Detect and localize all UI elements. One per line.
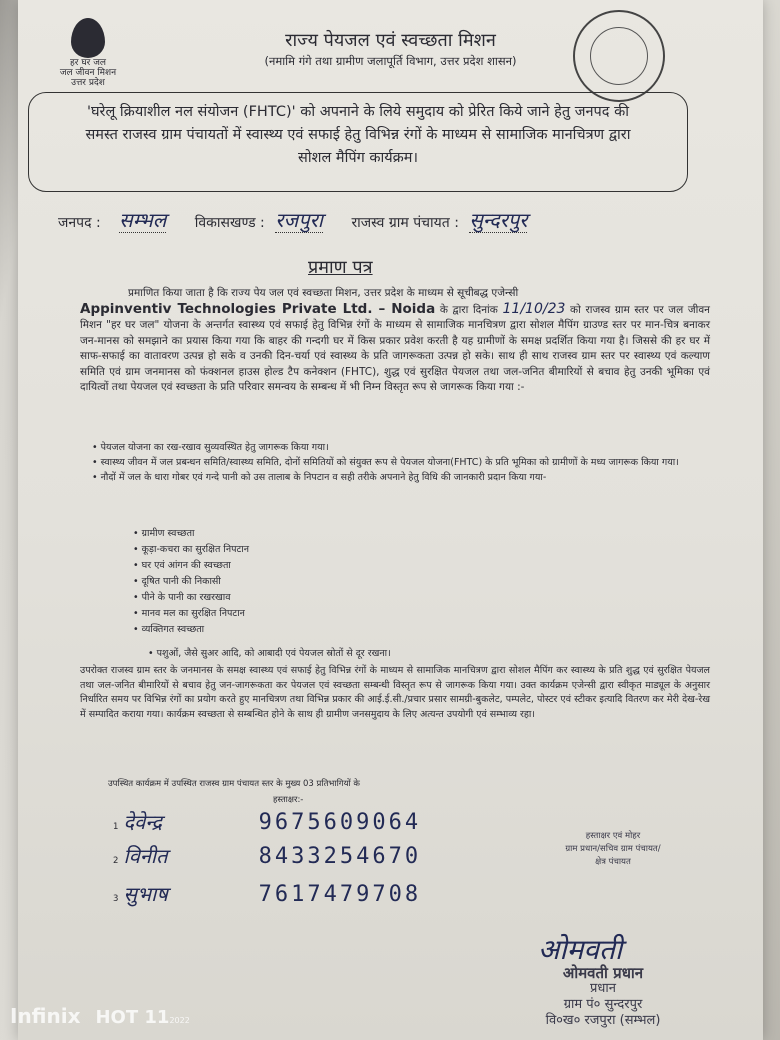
camera-watermark: Infinix HOT 112022: [10, 1004, 190, 1028]
participant-phone: 8433254670: [258, 844, 422, 869]
list-item: • कूड़ा-कचरा का सुरक्षित निपटान: [133, 542, 249, 558]
bullet-3: • नौदों में जल के धारा गोबर एवं गन्दे पानी को उस तालाब के निपटान व सही तरीके अपनाने हेतु विधि की जानकारी प्रदान किया गया-: [92, 472, 547, 483]
participants-sig-label: हस्ताक्षर:-: [273, 795, 304, 805]
block-value: रजपुरा: [275, 208, 323, 232]
list-item: • दूषित पानी की निकासी: [133, 574, 249, 590]
participant-name: सुभाष: [123, 882, 168, 906]
date-prefix: के द्वारा दिनांक: [439, 303, 498, 316]
header-title: राज्य पेयजल एवं स्वच्छता मिशन: [285, 30, 496, 51]
logo-text-3: उत्तर प्रदेश: [71, 78, 105, 88]
certificate-intro: [80, 286, 710, 396]
list-item: • ग्रामीण स्वच्छता: [133, 526, 249, 542]
bullet-list: [92, 440, 692, 485]
signatory-labels: हस्ताक्षर एवं मोहर ग्राम प्रधान/सचिव ग्राम पंचायत/ क्षेत्र पंचायत: [565, 831, 661, 867]
panchayat-label: राजस्व ग्राम पंचायत :: [351, 215, 459, 231]
header-subtitle: (नमामि गंगे तथा ग्रामीण जलापूर्ति विभाग, उत्तर प्रदेश शासन): [264, 54, 517, 68]
date-value: 11/10/23: [502, 300, 566, 317]
list-item: • घर एवं आंगन की स्वच्छता: [133, 558, 249, 574]
participant-row: 3 सुभाष 7617479708: [113, 882, 422, 907]
block-label: विकासखण्ड :: [194, 215, 265, 231]
participant-phone: 9675609064: [258, 810, 422, 835]
participant-name: विनीत: [123, 844, 168, 868]
participant-phone: 7617479708: [258, 882, 422, 907]
sanitation-list: [133, 526, 249, 638]
bullet-1: • पेयजल योजना का रख-रखाव सुव्यवस्थित हेतु जागरूक किया गया।: [92, 442, 329, 453]
district-label: जनपद :: [58, 215, 101, 231]
logo-text-1: हर घर जल: [70, 58, 106, 68]
bullet-2: • स्वास्थ्य जीवन में जल प्रबन्धन समिति/स्वास्थ्य समिति, दोनों समितियों को संयुक्त रूप से पेयजल योजना(FHTC) के प्रति भूमिका को ग्रामीणों के मध्य जागरूक किया गया।: [92, 457, 679, 468]
agency-name: Appinventiv Technologies Private Ltd. – Noida: [80, 300, 436, 317]
intro-agency-line: [80, 302, 710, 396]
list-item: • व्यक्तिगत स्वच्छता: [133, 622, 249, 638]
program-line-1: 'घरेलू क्रियाशील नल संयोजन (FHTC)' को अपनाने के लिये समुदाय को प्रेरित किये जाने हेतु जनपद की: [87, 104, 629, 120]
program-line-2: समस्त राजस्व ग्राम पंचायतों में स्वास्थ्य एवं सफाई हेतु विभिन्न रंगों के माध्यम से सामाजिक मानचित्रण द्वारा: [85, 127, 631, 143]
pradhan-stamp: ओमवती प्रधान प्रधान ग्राम पं० सुन्दरपुर वि०ख० रजपुरा (सम्भल): [545, 964, 661, 1028]
participant-name: देवेन्द्र: [123, 810, 163, 834]
participants-heading: उपस्थित कार्यक्रम में उपस्थित राजस्व ग्राम पंचायत स्तर के मुख्य 03 प्रतिभागियों के: [108, 779, 360, 789]
certificate-title: प्रमाण पत्र: [308, 257, 373, 278]
logo-text-2: जल जीवन मिशन: [59, 68, 117, 78]
document-page: [18, 0, 763, 1040]
participant-row: 2 विनीत 8433254670: [113, 844, 422, 869]
closing-paragraph: उपरोक्त राजस्व ग्राम स्तर के जनमानस के समक्ष स्वास्थ्य एवं सफाई हेतु विभिन्न रंगों के माध्यम से सामाजिक मानचित्रण द्वारा सोशल मैपिंग कर स्वास्थ्य के प्रति शुद्ध एवं सुरक्षित पेयजल तथा जल-जनित बीमारियों से बचाव हेतु जन-जागरूकता कर पेयजल एवं स्वच्छता सम्बन्धी विस्तृत रूप से जागरूक किया गया। उक्त कार्यक्रम एजेन्सी द्वारा स्वीकृत माड्यूल के अनुसार निर्धारित समय पर विभिन्न रंगों का प्रयोग करते हुए मानचित्रण तथा विभिन्न प्रकार की आई.ई.सी./प्रचार प्रसार सामग्री-बुकलेट, पम्पलेट, पोस्टर एवं स्टीकर इत्यादि वितरण कर मेरी देख-रेख में सम्पादित कराया गया। कार्यक्रम स्वच्छता से सम्बन्धित होने के साथ ही ग्रामीण जनसमुदाय के लिए अत्यन्त उपयोगी एवं सम्भाव्य रहा।: [80, 665, 710, 720]
participant-row: 1 देवेन्द्र 9675609064: [113, 810, 422, 835]
intro-rest: को राजस्व ग्राम स्तर पर जल जीवन मिशन "हर घर जल" योजना के अन्तर्गत स्वास्थ्य एवं सफाई हेतु विभिन्न रंगों के माध्यम से सामाजिक मानचित्रण द्वारा सोशल मैपिंग ग्राउण्ड स्तर पर मान-चित्र बनाकर जन-मानस को समझाने का प्रयास किया गया कि बाहर की गन्दगी घर में किस प्रकार प्रवेश करती है यह ग्रामीणों के समक्ष प्रदर्शित किया गया है। जिससे की हर घर में साफ-सफाई का वातावरण उत्पन्न हो सके व उनकी दिन-चर्या एवं स्वास्थ्य के प्रति जागरूकता उत्पन्न हो सके। साथ ही साथ राजस्व ग्राम स्तर पर स्वास्थ्य एवं कल्याण समिति एवं ग्राम जनमानस को फंक्शनल हाउस होल्ड टैप कनेक्शन (FHTC), शुद्ध एवं सुरक्षित पेयजल तथा जल-जनित बीमारियों से बचाव हेतु उनकी भूमिका एवं दायित्वों तथा पेयजल एवं स्वच्छता के प्रति परिवार समन्वय के सम्बन्ध में भी निम्न विस्तृत रूप से जागरूक किया गया :-: [80, 303, 710, 393]
list-item: • मानव मल का सुरक्षित निपटान: [133, 606, 249, 622]
program-title-box: [28, 92, 688, 192]
location-fields: [58, 206, 527, 233]
panchayat-value: सुन्दरपुर: [469, 208, 528, 232]
program-line-3: सोशल मैपिंग कार्यक्रम।: [298, 150, 418, 166]
district-value: सम्भल: [119, 208, 167, 232]
handwritten-signature: ओमवती: [538, 933, 623, 966]
animal-note: • पशुओं, जैसे सुअर आदि, को आबादी एवं पेयजल स्रोतों से दूर रखना।: [148, 648, 391, 659]
list-item: • पीने के पानी का रखरखाव: [133, 590, 249, 606]
intro-line-1: प्रमाणित किया जाता है कि राज्य पेय जल एवं स्वच्छता मिशन, उत्तर प्रदेश के माध्यम से सूचीबद्ध एजेन्सी: [128, 287, 519, 299]
